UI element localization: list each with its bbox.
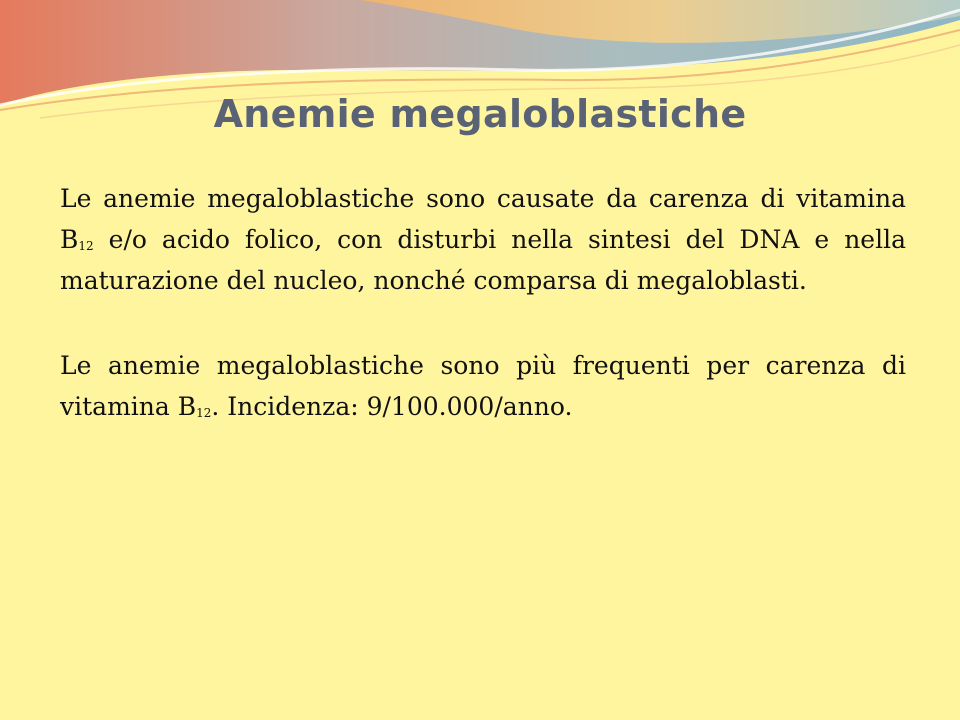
paragraph-2-text-b: . Incidenza: 9/100.000/anno. [211, 392, 573, 421]
slide-body [60, 178, 906, 427]
paragraph-2 [60, 345, 906, 427]
paragraph-2-subscript: 12 [196, 406, 212, 420]
paragraph-1-subscript: 12 [78, 239, 94, 253]
paragraph-1 [60, 178, 906, 301]
paragraph-1-text-b: e/o acido folico, con disturbi nella sintesi del DNA e nella maturazione del nucleo, nonché comparsa di megaloblasti. [60, 225, 906, 295]
slide-title: Anemie megaloblastiche [213, 92, 747, 136]
paragraph-1-text-a: Le anemie megaloblastiche sono causate da carenza di vitamina B [60, 184, 906, 254]
paragraph-2-text-a: Le anemie megaloblastiche sono più frequenti per carenza di vitamina B [60, 351, 906, 421]
